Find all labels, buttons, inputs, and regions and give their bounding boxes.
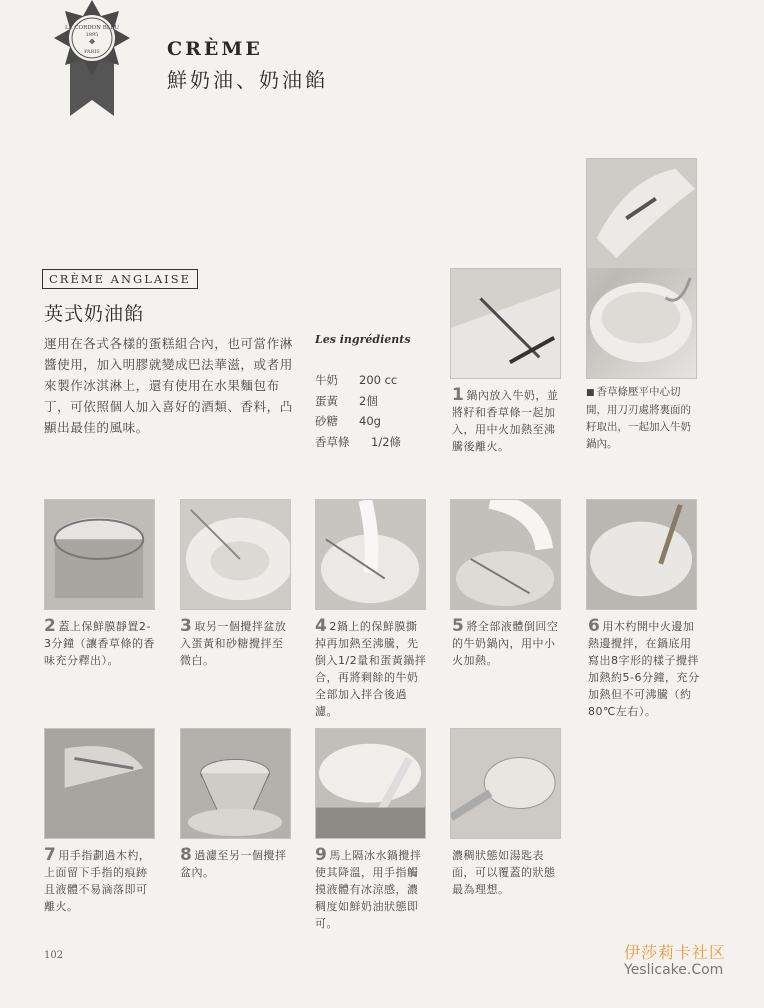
section-title-zh: 英式奶油餡 xyxy=(44,303,145,325)
step-number: 8 xyxy=(180,845,193,865)
ingredient-name: 香草條 xyxy=(315,434,350,449)
page-title-zh: 鮮奶油、奶油餡 xyxy=(167,68,328,92)
step-8 xyxy=(180,847,292,881)
step-number: 3 xyxy=(180,616,193,636)
step-text: 蓋上保鮮膜靜置2-3分鐘（讓香草條的香味充分釋出）。 xyxy=(44,620,155,667)
step-number: 9 xyxy=(315,845,328,865)
step-5 xyxy=(452,618,564,669)
logo-year: 1895 xyxy=(85,32,99,38)
step-3-photo xyxy=(180,499,291,610)
step-text: 2鍋上的保鮮膜撕掉再加熱至沸騰，先倒入1/2量和蛋黃鍋拌合，再將剩餘的牛奶全部加入拌合後過濾。 xyxy=(315,620,427,718)
spoon-photo xyxy=(450,728,561,839)
ingredient-qty: 1/2條 xyxy=(371,434,402,449)
step-text: 用木杓開中火邊加熱邊攪拌，在鍋底用寫出8字形的樣子攪拌加熱約5-6分鐘，充分加熱但不可沸騰（約80℃左右）。 xyxy=(588,620,700,718)
page-number: 102 xyxy=(44,950,64,961)
logo-city: PARIS xyxy=(84,49,100,55)
consistency-note: 濃稠狀態如湯匙表面，可以覆蓋的狀態最為理想。 xyxy=(452,849,556,896)
step-5-photo xyxy=(450,499,561,610)
ingredient-qty: 40g xyxy=(359,414,381,428)
step-2-photo xyxy=(44,499,155,610)
step-text: 過濾至另一個攪拌盆內。 xyxy=(180,849,287,879)
step-text: 馬上隔冰水鍋攪拌使其降溫，用手指觸摸液體有冰涼感，濃稠度如鮮奶油狀態即可。 xyxy=(315,849,422,930)
step-4-photo xyxy=(315,499,426,610)
ingredient-qty: 200 cc xyxy=(359,373,398,387)
step-number: 4 xyxy=(315,616,328,636)
section-box-title: CRÈME ANGLAISE xyxy=(42,269,198,289)
step-number: 5 xyxy=(452,616,465,636)
step-9 xyxy=(315,847,427,932)
step-1 xyxy=(452,387,564,455)
ingredient-row xyxy=(315,432,401,453)
ingredient-name: 砂糖 xyxy=(315,414,338,428)
ingredient-row xyxy=(315,391,401,412)
page-title-en: CRÈME xyxy=(167,38,263,60)
vanilla-photo xyxy=(586,158,697,379)
vanilla-note xyxy=(586,384,698,453)
ingredient-row xyxy=(315,411,401,432)
ingredient-qty: 2個 xyxy=(359,393,378,408)
step-9-photo xyxy=(315,728,426,839)
vanilla-note-text: 香草條壓平中心切開，用刀刃處將裏面的籽取出，一起加入牛奶鍋內。 xyxy=(586,386,691,450)
logo-arc-text: LE CORDON BLEU xyxy=(64,25,120,31)
ingredients-title: Les ingrédients xyxy=(315,333,411,346)
step-4 xyxy=(315,618,427,720)
step-7 xyxy=(44,847,156,915)
intro-paragraph: 運用在各式各樣的蛋糕組合內，也可當作淋醬使用，加入明膠就變成巴法華滋，或者用來製作冰淇淋上，還有使用在水果麵包布丁，可依照個人加入喜好的酒類、香料，凸顯出最佳的風味。 xyxy=(44,336,293,435)
step-8-photo xyxy=(180,728,291,839)
step-1-photo xyxy=(450,268,561,379)
square-bullet-icon: ■ xyxy=(586,388,595,398)
step-6 xyxy=(588,618,700,720)
step-number: 6 xyxy=(588,616,601,636)
step-text: 取另一個攪拌盆放入蛋黃和砂糖攪拌至微白。 xyxy=(180,620,287,667)
step-text: 鍋內放入牛奶，並將籽和香草條一起加入，用中火加熱至沸騰後離火。 xyxy=(452,389,559,453)
le-cordon-bleu-logo xyxy=(48,0,136,116)
svg-text:✥: ✥ xyxy=(89,37,95,46)
watermark-zh: 伊莎莉卡社区 xyxy=(624,943,727,962)
step-number: 2 xyxy=(44,616,57,636)
ingredient-name: 牛奶 xyxy=(315,373,338,387)
step-6-photo xyxy=(586,499,697,610)
step-number: 7 xyxy=(44,845,57,865)
step-2 xyxy=(44,618,156,669)
ingredient-name: 蛋黃 xyxy=(315,393,338,408)
step-number: 1 xyxy=(452,385,465,405)
step-3 xyxy=(180,618,292,669)
step-7-photo xyxy=(44,728,155,839)
step-text: 用手指劃過木杓，上面留下手指的痕跡且液體不易滴落即可離火。 xyxy=(44,849,151,913)
ingredients-list xyxy=(315,370,401,452)
step-text: 將全部液體倒回空的牛奶鍋內，用中小火加熱。 xyxy=(452,620,559,667)
ingredient-row xyxy=(315,370,401,391)
watermark-en: Yeslicake.Com xyxy=(624,962,724,978)
